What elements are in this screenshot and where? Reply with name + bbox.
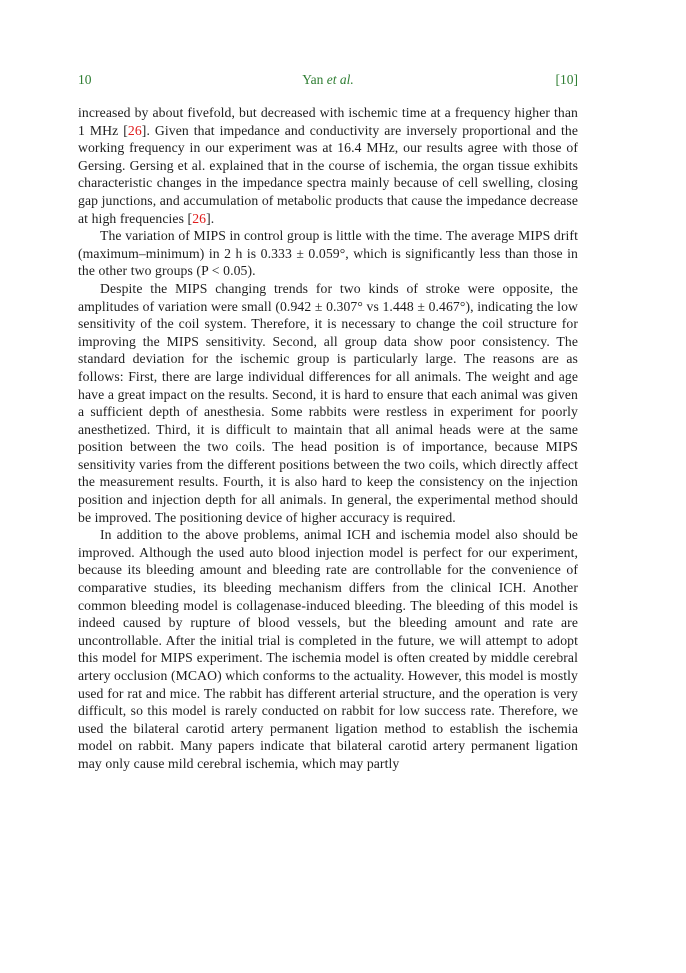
italic-text: et al. <box>326 72 354 87</box>
body-text: ]. <box>206 210 215 226</box>
body-text: Despite the MIPS changing trends for two kinds of stroke were opposite, the amplitudes of variation were small (0.942 ± 0.307° vs 1.448 ± 0.467°), indicating the low sensitivity of the coil system. Therefore, it is necessary to change the coil structure for improving the MIPS sensitivity. Second, all group data show poor consistency. The standard deviation for the ischemic group is particularly large. The reasons are as follows: First, there are large individual differences for all animals. The weight and age have a great impact on the results. Second, it is hard to ensure that each animal was given a sufficient depth of anesthesia. Some rabbits were restless in experiment for poorly anesthetized. Third, it is difficult to maintain that all animal heads were at the same position between the two coils. The head position is of importance, because MIPS sensitivity varies from the different positions between the two coils, which directly affect the measurement results. Fourth, it is also hard to keep the consistency on the injection position and injection depth for all animals. In general, the experimental method should be improved. The positioning device of higher accuracy is required. <box>78 280 578 525</box>
page-number: 10 <box>78 72 92 87</box>
body-text: In addition to the above problems, animal ICH and ischemia model also should be improved. Although the used auto blood injection model is perfect for our experiment, because its bleeding amount and bleeding rate are controllable for the convenience of comparative studies, its bleeding mechanism differs from the clinical ICH. Another common bleeding model is collagenase-induced bleeding. The bleeding of this model is indeed caused by rupture of blood vessels, but the bleeding amount and rate are uncontrollable. After the initial trial is completed in the future, we will attempt to adopt this model for MIPS experiment. The ischemia model is often created by middle cerebral artery occlusion (MCAO) which conforms to the actuality. However, this model is mostly used for rat and mice. The rabbit has different arterial structure, and the operation is very difficult, so this model is rarely conducted on rabbit for low success rate. Therefore, we used the bilateral carotid artery permanent ligation method to establish the ischemia model on rabbit. Many papers indicate that bilateral carotid artery permanent ligation may only cause mild cerebral ischemia, which may partly <box>78 527 578 771</box>
page-body <box>78 104 578 773</box>
citation-link[interactable]: 26 <box>127 122 142 138</box>
page-header <box>78 72 578 88</box>
body-text: increased by about fivefold, but decreased with ischemic time at a frequency higher than 1 MHz [ <box>78 105 578 138</box>
paragraph <box>78 526 578 772</box>
reference-mark[interactable]: [10] <box>555 72 578 87</box>
running-title <box>138 72 518 88</box>
citation-link[interactable]: 26 <box>192 210 207 226</box>
paragraph <box>78 227 578 280</box>
paragraph <box>78 104 578 227</box>
body-text: The variation of MIPS in control group is little with the time. The average MIPS drift (maximum–minimum) in 2 h is 0.333 ± 0.059°, which is significantly less than those in the other two groups (P < 0.05). <box>78 228 578 279</box>
body-text: ]. Given that impedance and conductivity are inversely proportional and the working frequency in our experiment was at 16.4 MHz, our results agree with those of Gersing. Gersing et al. explained that in the course of ischemia, the organ tissue exhibits characteristic changes in the impedance spectra mainly because of cell swelling, closing gap junctions, and accumulation of metabolic products that cause the impedance decrease at high frequencies [ <box>78 122 578 226</box>
paragraph <box>78 280 578 526</box>
body-text: Yan <box>302 72 327 87</box>
